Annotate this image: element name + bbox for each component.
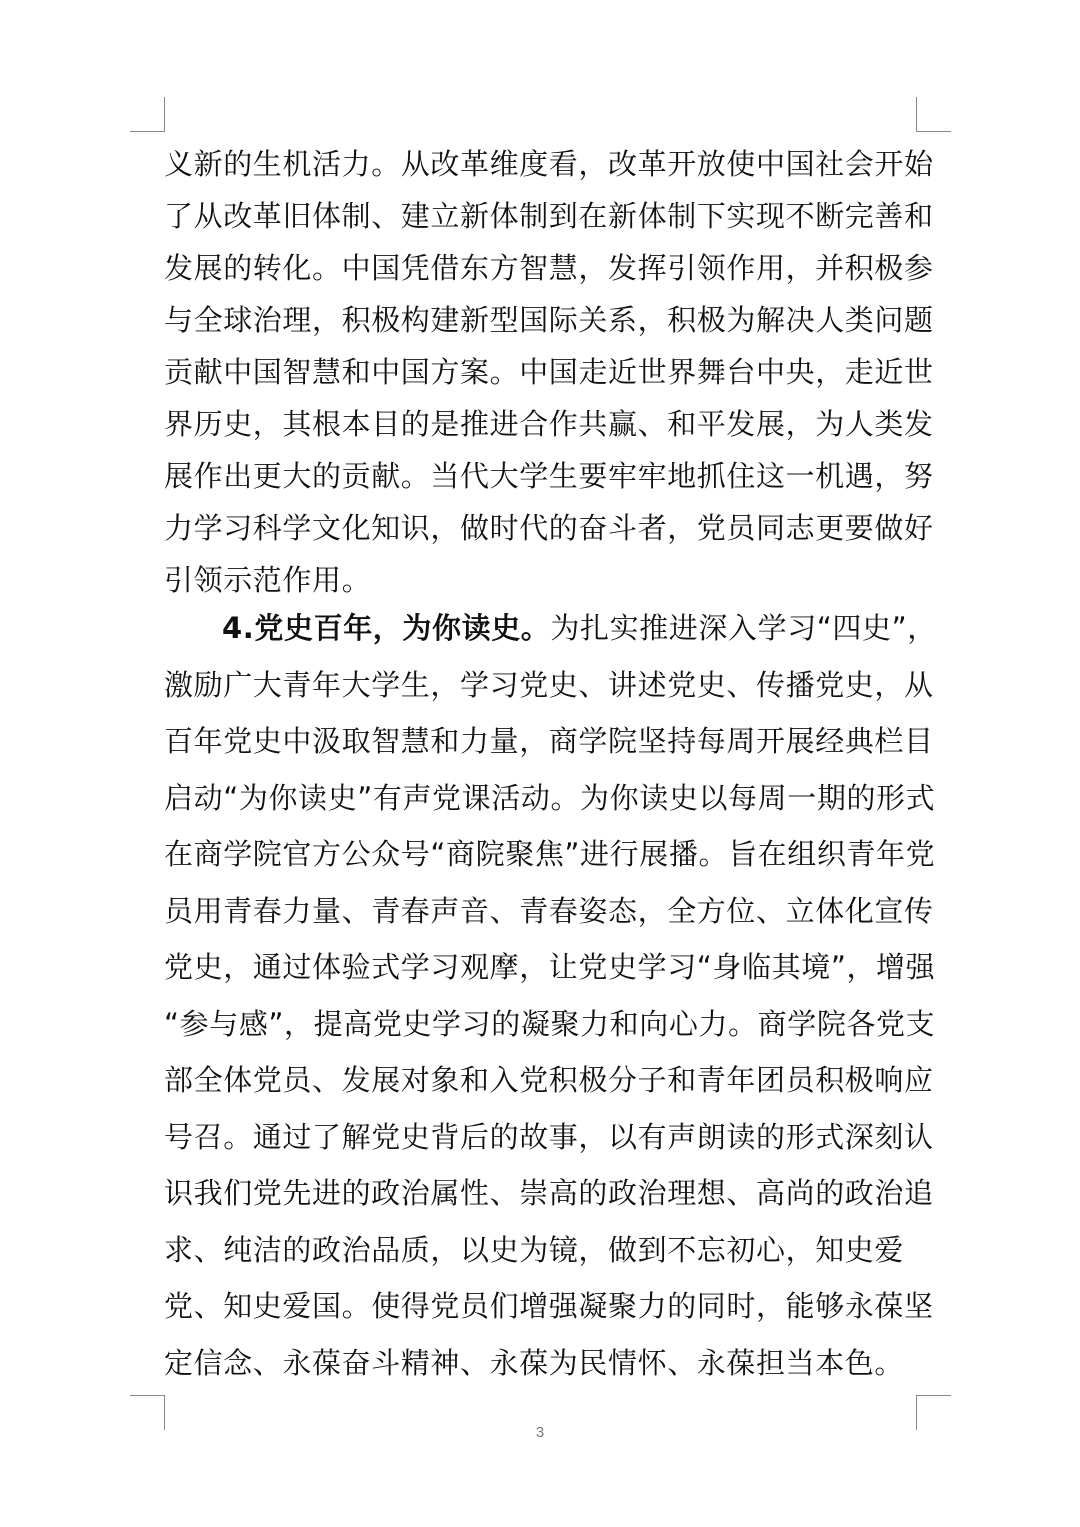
paragraph-line: 定信念、永葆奋斗精神、永葆为民情怀、永葆担当本色。: [164, 1345, 905, 1380]
paragraph-line: 求、纯洁的政治品质，以史为镜，做到不忘初心，知史爱: [164, 1232, 905, 1267]
paragraph-line: 界历史，其根本目的是推进合作共赢、和平发展，为人类发: [164, 407, 934, 441]
paragraph-line: 引领示范作用。: [164, 563, 372, 597]
paragraph-2: [164, 600, 937, 1391]
section-heading: 4.党史百年，为你读史。: [222, 611, 551, 645]
paragraph-line: 发展的转化。中国凭借东方智慧，发挥引领作用，并积极参: [164, 251, 934, 285]
paragraph-line: 义新的生机活力。从改革维度看，改革开放使中国社会开始: [164, 147, 934, 181]
paragraph-line: 启动“为你读史”有声党课活动。为你读史以每周一期的形式: [164, 780, 936, 815]
paragraph-line: 党史，通过体验式学习观摩，让党史学习“身临其境”，增强: [164, 950, 936, 984]
paragraph-line: 在商学院官方公众号“商院聚焦”进行展播。旨在组织青年党: [164, 837, 936, 871]
paragraph-line: 员用青春力量、青春声音、青春姿态，全方位、立体化宣传: [164, 893, 934, 928]
paragraph-line: 党、知史爱国。使得党员们增强凝聚力的同时，能够永葆坚: [164, 1289, 934, 1323]
paragraph-1: [164, 138, 934, 606]
paragraph-line-rest: 为扎实推进深入学习“四史”，: [550, 611, 937, 645]
paragraph-line: 部全体党员、发展对象和入党积极分子和青年团员积极响应: [164, 1063, 934, 1097]
paragraph-line: 号召。通过了解党史背后的故事，以有声朗读的形式深刻认: [164, 1119, 934, 1154]
paragraph-line: 贡献中国智慧和中国方案。中国走近世界舞台中央，走近世: [164, 355, 934, 389]
page-number: 3: [535, 1424, 545, 1441]
paragraph-line: 力学习科学文化知识，做时代的奋斗者，党员同志更要做好: [164, 511, 934, 545]
paragraph-line: 展作出更大的贡献。当代大学生要牢牢地抓住这一机遇，努: [164, 459, 934, 493]
crop-mark-top-left: [130, 97, 165, 132]
paragraph-line: 了从改革旧体制、建立新体制到在新体制下实现不断完善和: [164, 199, 934, 233]
paragraph-line: 百年党史中汲取智慧和力量，商学院坚持每周开展经典栏目: [164, 724, 934, 758]
crop-mark-top-right: [916, 97, 951, 132]
paragraph-line: 识我们党先进的政治属性、崇高的政治理想、高尚的政治追: [164, 1176, 934, 1210]
paragraph-first-line: [164, 600, 937, 657]
paragraph-line: 与全球治理，积极构建新型国际关系，积极为解决人类问题: [164, 303, 934, 337]
paragraph-line: “参与感”，提高党史学习的凝聚力和向心力。商学院各党支: [164, 1006, 936, 1041]
paragraph-line: 激励广大青年大学生，学习党史、讲述党史、传播党史，从: [164, 667, 934, 702]
